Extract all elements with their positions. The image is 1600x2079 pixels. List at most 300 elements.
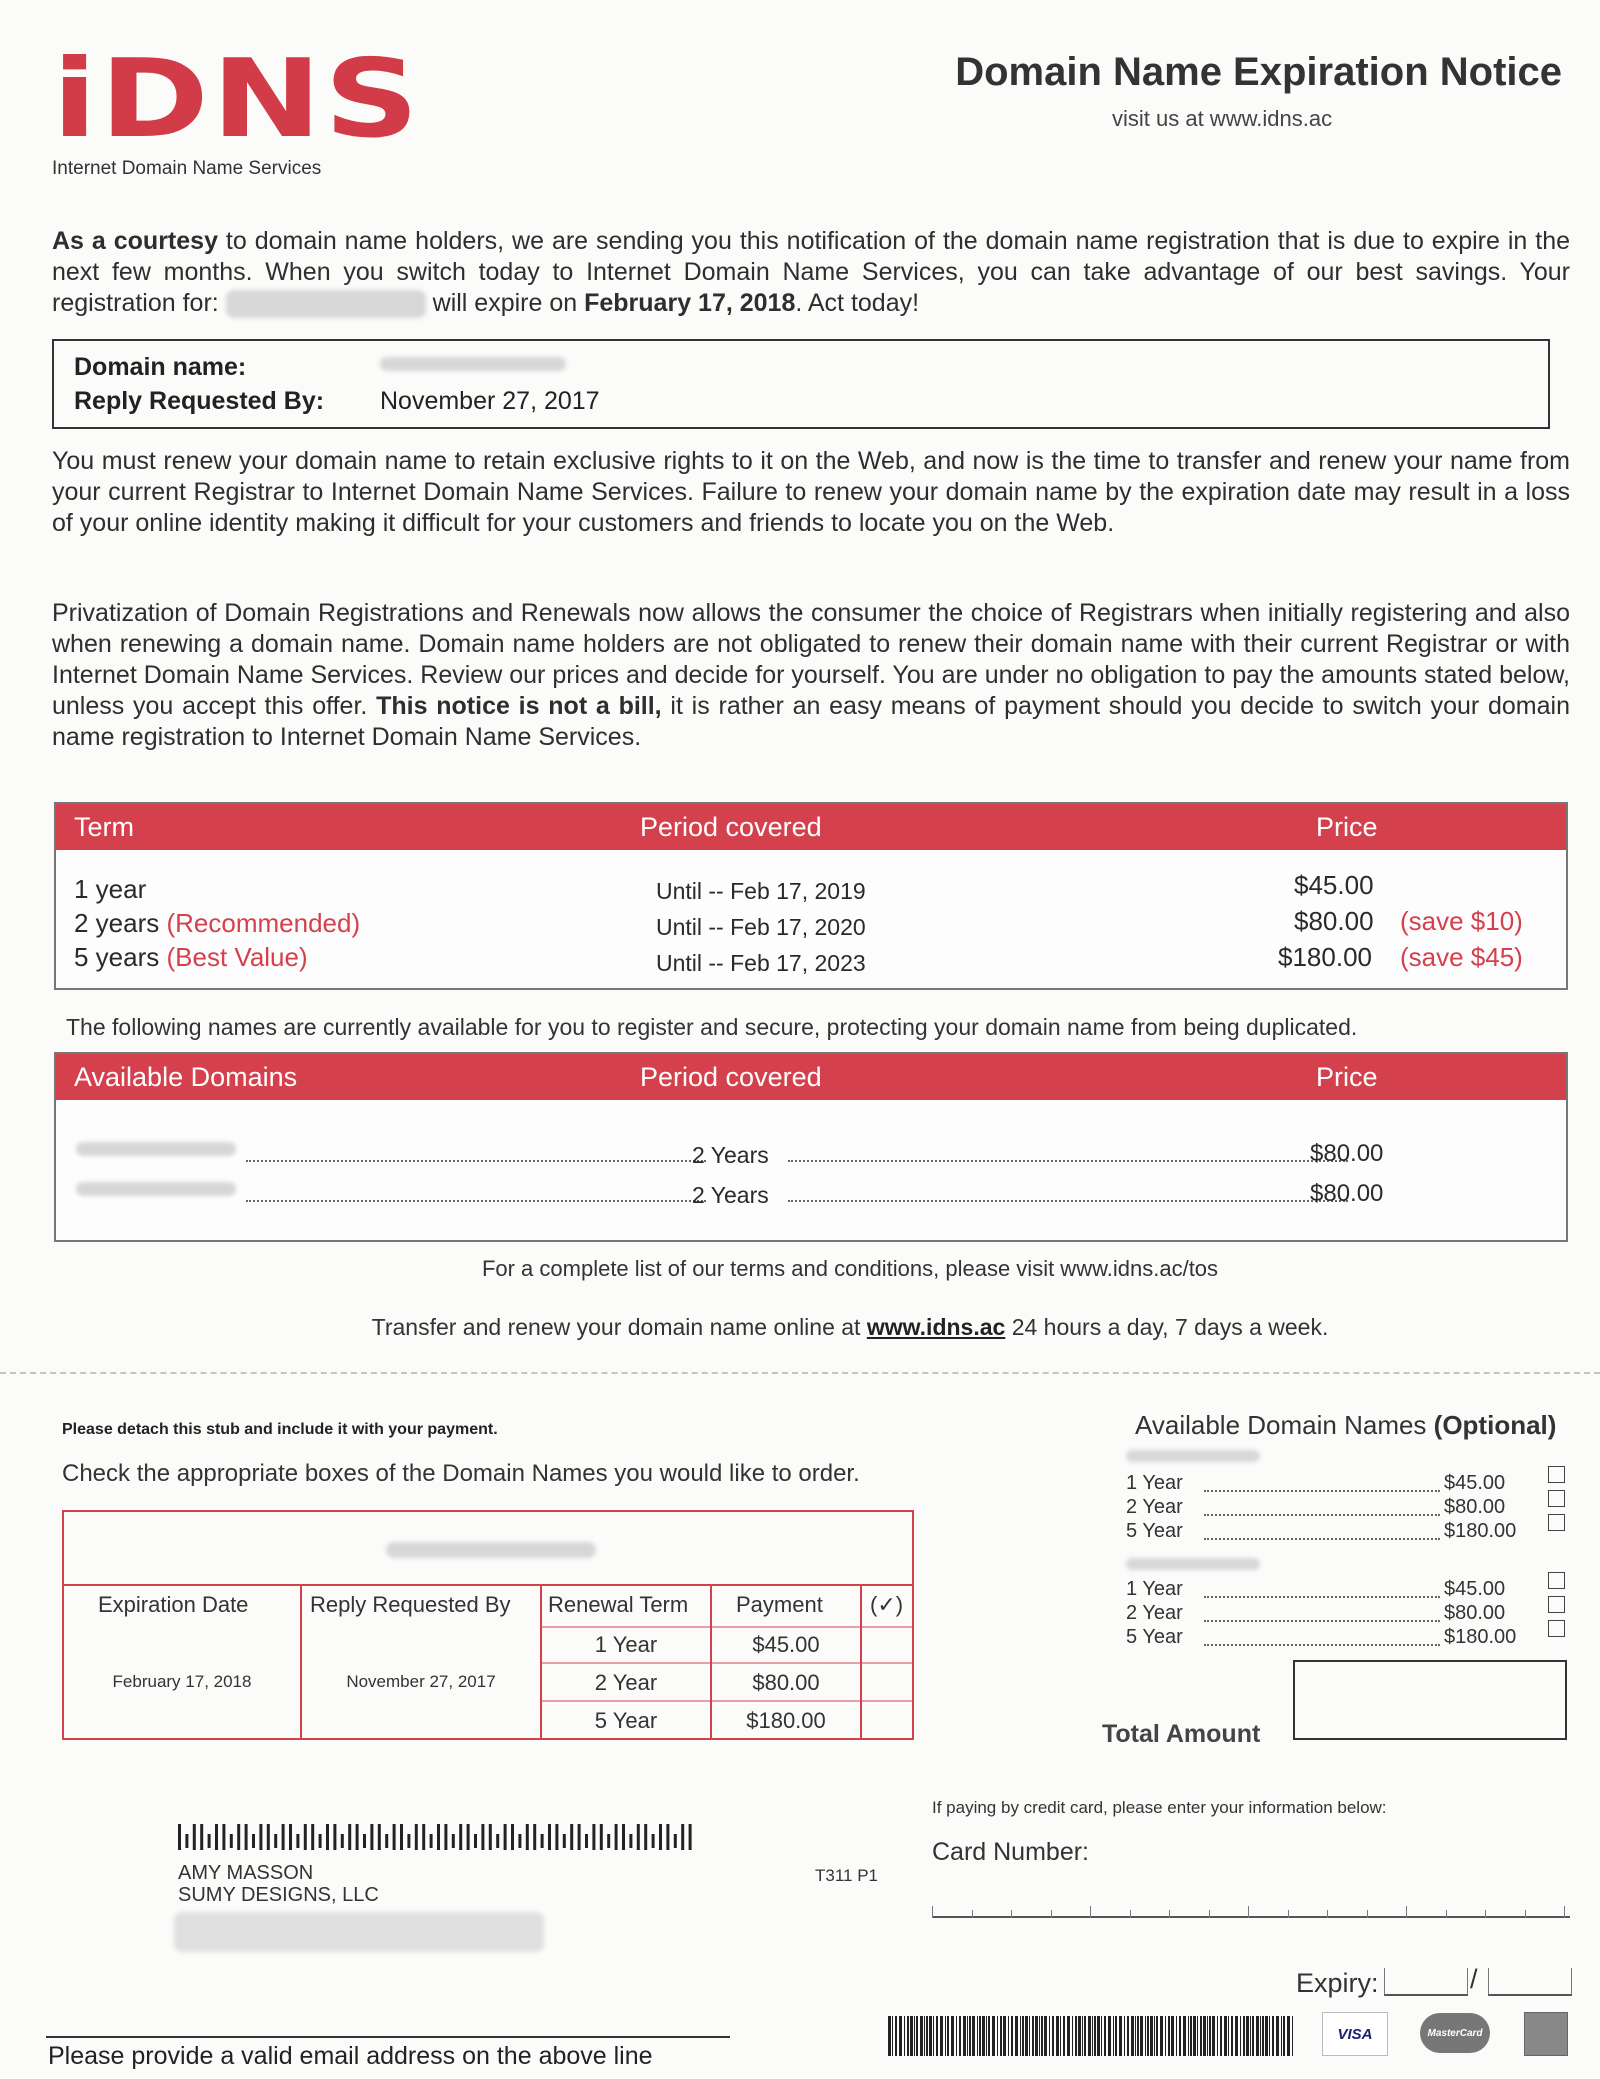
card-digit-tick [1446, 1910, 1447, 1918]
scan-bar [945, 2016, 946, 2056]
postal-bar [644, 1824, 647, 1850]
scan-bar [1022, 2016, 1024, 2056]
postal-bar [185, 1834, 188, 1848]
postal-bar [615, 1824, 618, 1850]
postal-bar [230, 1834, 233, 1848]
redacted-domain [76, 1142, 236, 1156]
total-amount-label: Total Amount [1102, 1720, 1261, 1748]
optional-checkbox[interactable] [1548, 1490, 1565, 1507]
postal-bar [370, 1824, 373, 1850]
postal-bar [393, 1824, 396, 1850]
scan-bar [1150, 2016, 1153, 2056]
postal-barcode [178, 1822, 718, 1854]
scan-bar [1188, 2016, 1189, 2056]
scan-bar [940, 2016, 943, 2056]
optional-checkbox[interactable] [1548, 1572, 1565, 1589]
stub-header-payment: Payment [736, 1592, 823, 1617]
scan-bar [1127, 2016, 1129, 2056]
term-label: 5 years (Best Value) [74, 942, 308, 972]
scan-bar [1217, 2016, 1218, 2056]
not-a-bill: This notice is not a bill, [376, 692, 662, 720]
intro-text-3: . Act today! [795, 289, 920, 317]
optional-price: $180.00 [1444, 1626, 1517, 1648]
scan-bar [1041, 2016, 1043, 2056]
scan-bar [1088, 2016, 1091, 2056]
postal-bar [548, 1824, 551, 1850]
expiry-month-field[interactable] [1384, 1968, 1468, 1996]
scan-bar [892, 2016, 893, 2056]
postal-bar [282, 1824, 285, 1850]
scan-bar [1119, 2016, 1122, 2056]
scan-bar [1113, 2016, 1114, 2056]
privatization-text-1: Privatization of Domain Registrations and Renewals now allows the consumer the choice of Registrars when initially registering and also when renewing a domain name. Domain name holders are not obligated to renew their domain name with their current Registrar or with Internet Domain Name Services. Review our prices and decide for yourself. You are under no obligation to pay the amounts stated below, unless you accept this offer. [52, 599, 1570, 720]
postal-bar [304, 1824, 307, 1850]
scan-bar [1190, 2016, 1192, 2056]
stub-term: 5 Year [594, 1708, 658, 1733]
postal-bar [415, 1824, 418, 1850]
postal-bar [533, 1824, 536, 1850]
save-label: (save $45) [1400, 942, 1523, 972]
scan-bar [1135, 2016, 1136, 2056]
postal-bar [319, 1834, 322, 1848]
scan-bar [1067, 2016, 1070, 2056]
scan-bar [1101, 2016, 1102, 2056]
card-digit-tick [1564, 1906, 1565, 1918]
scan-bar [1131, 2016, 1134, 2056]
scan-bar [1276, 2016, 1279, 2056]
postal-bar [311, 1824, 314, 1850]
stub-term: 1 Year [594, 1632, 658, 1657]
postal-bar [333, 1824, 336, 1850]
postal-bar [326, 1824, 329, 1850]
scan-bar [1256, 2016, 1259, 2056]
postal-bar [526, 1824, 529, 1850]
card-digit-tick [1130, 1910, 1131, 1918]
card-digit-tick [1248, 1906, 1249, 1918]
postal-bar [474, 1834, 477, 1848]
scan-bar [951, 2016, 954, 2056]
scan-bar [1147, 2016, 1149, 2056]
recipient-name: AMY MASSON [178, 1862, 314, 1884]
scan-bar [1179, 2016, 1181, 2056]
scan-bar [1056, 2016, 1059, 2056]
redacted-domain [226, 290, 426, 318]
postal-bar [622, 1824, 625, 1850]
scan-bar [1084, 2016, 1086, 2056]
optional-term: 2 Year [1126, 1602, 1183, 1624]
postal-bar [666, 1824, 669, 1850]
credit-card-note: If paying by credit card, please enter your information below: [932, 1798, 1387, 1817]
stub-term: 2 Year [594, 1670, 658, 1695]
scan-bar [1212, 2016, 1215, 2056]
scan-bar [1243, 2016, 1245, 2056]
available-price: $80.00 [1310, 1180, 1384, 1207]
postal-bar [563, 1834, 566, 1848]
redacted-domain [1126, 1558, 1260, 1570]
scan-bar [967, 2016, 968, 2056]
scan-bar [1124, 2016, 1125, 2056]
scan-bar [1094, 2016, 1096, 2056]
idns-link[interactable]: www.idns.ac [866, 1314, 1006, 1340]
scan-bar [1015, 2016, 1018, 2056]
scan-bar [929, 2016, 932, 2056]
card-digit-tick [1288, 1910, 1289, 1918]
postal-bar [570, 1824, 573, 1850]
privatization-text-2: it is rather an easy means of payment should you decide to switch your domain name registration to Internet Domain Name Services. [52, 692, 1570, 751]
header-period: Period covered [640, 812, 822, 842]
scan-bar [1260, 2016, 1261, 2056]
scan-bar [1039, 2016, 1040, 2056]
postal-bar [496, 1834, 499, 1848]
scan-bar [1160, 2016, 1163, 2056]
scan-bar [1003, 2016, 1006, 2056]
postal-bar [348, 1824, 351, 1850]
scan-bar [1283, 2016, 1285, 2056]
postal-bar [629, 1834, 632, 1848]
scan-bar [1049, 2016, 1050, 2056]
logo-subtitle: Internet Domain Name Services [52, 158, 322, 179]
postal-bar [407, 1834, 410, 1848]
scan-bar [1272, 2016, 1274, 2056]
scan-bar [1063, 2016, 1065, 2056]
idns-logo [52, 37, 422, 180]
postal-bar [592, 1824, 595, 1850]
period-label: Until -- Feb 17, 2019 [656, 878, 866, 904]
optional-checkbox[interactable] [1548, 1596, 1565, 1613]
scan-bar [899, 2016, 902, 2056]
perforation-line [0, 1372, 1600, 1374]
expiry-year-field[interactable] [1488, 1968, 1572, 1996]
recommended-tag: (Recommended) [166, 908, 361, 938]
postal-bar [378, 1824, 381, 1850]
stub-reply-date: November 27, 2017 [346, 1672, 496, 1691]
expiry-slash: / [1470, 1964, 1478, 1994]
scan-bar [1269, 2016, 1270, 2056]
card-digit-tick [1090, 1906, 1091, 1918]
terms-line: For a complete list of our terms and conditions, please visit www.idns.ac/tos [481, 1256, 1219, 1281]
card-digit-tick [1169, 1910, 1170, 1918]
card-digit-tick [1051, 1910, 1052, 1918]
postal-bar [578, 1824, 581, 1850]
postal-bar [363, 1834, 366, 1848]
postal-bar [222, 1824, 225, 1850]
optional-price: $45.00 [1444, 1472, 1506, 1494]
intro-text-1: to domain name holders, we are sending you this notification of the domain name registration that is due to expire in the next few months. When you switch today to Internet Domain Name Services, you can take advantage of our best savings. Your registration for: [52, 227, 1570, 317]
optional-term: 5 Year [1126, 1520, 1183, 1542]
scan-bar [1060, 2016, 1061, 2056]
scan-bar [986, 2016, 987, 2056]
scan-bar [1082, 2016, 1083, 2056]
domain-info-box [52, 339, 1550, 429]
term-label: 1 year [74, 874, 147, 904]
stub-check-cell[interactable] [862, 1704, 912, 1734]
scan-bar [1115, 2016, 1117, 2056]
available-domains-table [54, 1052, 1568, 1242]
postal-bar [637, 1824, 640, 1850]
scan-bar [1231, 2016, 1233, 2056]
optional-term: 2 Year [1126, 1496, 1183, 1518]
header-term: Term [74, 812, 134, 842]
optional-checkbox[interactable] [1548, 1620, 1565, 1637]
scan-bar [959, 2016, 961, 2056]
stub-note: Please detach this stub and include it with your payment. [62, 1421, 498, 1438]
redacted-domain [76, 1182, 236, 1196]
postal-bar [252, 1834, 255, 1848]
scan-bar [992, 2016, 995, 2056]
stub-header-term: Renewal Term [548, 1592, 689, 1617]
postal-bar [504, 1824, 507, 1850]
postal-bar [237, 1824, 240, 1850]
scan-bar [1292, 2016, 1293, 2056]
header-available-domains: Available Domains [74, 1062, 298, 1092]
postal-bar [422, 1824, 425, 1850]
intro-text-2: will expire on [425, 289, 585, 317]
scan-bar [1092, 2016, 1093, 2056]
scan-bar [1075, 2016, 1077, 2056]
optional-checkbox[interactable] [1548, 1466, 1565, 1483]
scan-bar [1281, 2016, 1282, 2056]
card-digit-tick [1011, 1910, 1012, 1918]
email-line[interactable] [46, 2036, 730, 2038]
scan-bar [1197, 2016, 1198, 2056]
stub-instructions: Check the appropriate boxes of the Domain Names you would like to order. [62, 1460, 860, 1487]
transfer-line: Transfer and renew your domain name online at www.idns.ac 24 hours a day, 7 days a week. [371, 1314, 1329, 1340]
page-title: Domain Name Expiration Notice [955, 50, 1562, 94]
recipient-company: SUMY DESIGNS, LLC [178, 1884, 379, 1906]
scan-bar [1145, 2016, 1146, 2056]
postal-bar [215, 1824, 218, 1850]
scan-bar [1207, 2016, 1208, 2056]
scan-bar [1108, 2016, 1111, 2056]
scan-bar [1137, 2016, 1139, 2056]
postal-bar [689, 1824, 692, 1850]
pricing-table [54, 802, 1568, 990]
stub-check-cell[interactable] [862, 1630, 912, 1660]
postal-bar [459, 1824, 462, 1850]
postal-bar [208, 1834, 211, 1848]
postal-bar [178, 1824, 181, 1850]
postal-bar [259, 1824, 262, 1850]
scan-bar [1029, 2016, 1030, 2056]
postal-bar [674, 1834, 677, 1848]
redacted-address [174, 1912, 544, 1952]
expiry-label: Expiry: [1296, 1968, 1379, 1998]
scan-bar [1140, 2016, 1143, 2056]
available-price: $80.00 [1310, 1140, 1384, 1167]
price-label: $45.00 [1294, 870, 1374, 900]
scan-bar [969, 2016, 971, 2056]
card-number-label: Card Number: [932, 1838, 1089, 1866]
stub-check-cell[interactable] [862, 1666, 912, 1696]
scan-bar [1265, 2016, 1268, 2056]
scan-bar [1072, 2016, 1073, 2056]
postal-bar [267, 1824, 270, 1850]
stub-price: $45.00 [752, 1632, 820, 1657]
postal-bar [400, 1824, 403, 1850]
stub-header-check: (✓) [870, 1592, 904, 1617]
scan-bar [1165, 2016, 1166, 2056]
scan-bar [1246, 2016, 1249, 2056]
scan-bar [888, 2016, 891, 2056]
optional-term: 5 Year [1126, 1626, 1183, 1648]
scan-bar [1262, 2016, 1264, 2056]
scan-bar [972, 2016, 975, 2056]
scan-bar [1209, 2016, 1211, 2056]
price-label: $180.00 [1278, 942, 1372, 972]
scan-bar [936, 2016, 938, 2056]
optional-checkbox[interactable] [1548, 1514, 1565, 1531]
scan-bar [1156, 2016, 1158, 2056]
stub-price: $80.00 [752, 1670, 820, 1695]
card-digit-tick [1367, 1910, 1368, 1918]
header-price: Price [1316, 1062, 1378, 1092]
scan-bar [1168, 2016, 1170, 2056]
mastercard-logo: MasterCard [1418, 2012, 1492, 2054]
intro-lead: As a courtesy [52, 227, 218, 255]
card-digit-tick [972, 1910, 973, 1918]
renew-paragraph: You must renew your domain name to retain exclusive rights to it on the Web, and now is the time to transfer and renew your name from your current Registrar to Internet Domain Name Services. Failure to renew your domain name by the expiration date may result in a loss of your online identity making it difficult for your customers and friends to locate you on the Web. [52, 447, 1570, 537]
optional-price: $180.00 [1444, 1520, 1517, 1542]
postal-bar [607, 1834, 610, 1848]
scan-bar [1000, 2016, 1002, 2056]
scan-bar [956, 2016, 957, 2056]
price-label: $80.00 [1294, 906, 1374, 936]
postal-bar [245, 1824, 248, 1850]
scan-bar [1104, 2016, 1106, 2056]
amex-logo [1524, 2012, 1568, 2056]
optional-term: 1 Year [1126, 1578, 1183, 1600]
optional-price: $45.00 [1444, 1578, 1506, 1600]
available-intro: The following names are currently available for you to register and secure, protecting your domain name from being duplicated. [66, 1014, 1358, 1040]
stub-expiration-date: February 17, 2018 [112, 1672, 252, 1691]
scan-bar [904, 2016, 905, 2056]
scan-bar [914, 2016, 915, 2056]
postal-bar [452, 1834, 455, 1848]
scan-bar [1183, 2016, 1186, 2056]
postal-bar [430, 1834, 433, 1848]
period-label: Until -- Feb 17, 2023 [656, 950, 866, 976]
postal-bar [341, 1834, 344, 1848]
postal-bar [200, 1824, 203, 1850]
redacted-domain [386, 1542, 596, 1558]
postal-bar [541, 1834, 544, 1848]
stub-table [62, 1510, 914, 1740]
scan-bar [1025, 2016, 1028, 2056]
save-label: (save $10) [1400, 906, 1523, 936]
domain-name-label: Domain name: [74, 353, 247, 381]
scan-bar [1097, 2016, 1100, 2056]
scan-bar [1171, 2016, 1174, 2056]
card-digit-tick [1525, 1910, 1526, 1918]
stub-price: $180.00 [746, 1708, 826, 1733]
intro-expire-date: February 17, 2018 [584, 289, 796, 317]
visit-url: visit us at www.idns.ac [1112, 106, 1333, 131]
pricing-header [56, 804, 1566, 850]
postal-bar [274, 1834, 277, 1848]
scan-bar [910, 2016, 913, 2056]
scan-bar [1200, 2016, 1202, 2056]
scan-bar [982, 2016, 985, 2056]
available-header [56, 1054, 1566, 1100]
scan-bar [963, 2016, 966, 2056]
redacted-domain [1126, 1450, 1260, 1462]
scan-bar [907, 2016, 909, 2056]
scan-bar [1220, 2016, 1222, 2056]
term-label: 2 years (Recommended) [74, 908, 361, 938]
scan-bar [1008, 2016, 1009, 2056]
period-label: Until -- Feb 17, 2020 [656, 914, 866, 940]
stub-header-reply: Reply Requested By [310, 1592, 511, 1617]
postal-bar [289, 1824, 292, 1850]
card-digit-tick [1327, 1910, 1328, 1918]
postal-bar [437, 1824, 440, 1850]
scan-bar [1032, 2016, 1034, 2056]
best-value-tag: (Best Value) [166, 942, 308, 972]
redacted-domain-name [380, 357, 566, 371]
scan-bar [1224, 2016, 1227, 2056]
scan-bar [1193, 2016, 1196, 2056]
stub-header-expiration: Expiration Date [98, 1592, 249, 1617]
scan-bar [1176, 2016, 1177, 2056]
privatization-paragraph [52, 598, 1570, 753]
scan-bar [997, 2016, 998, 2056]
postal-bar [296, 1834, 299, 1848]
scan-bar [1052, 2016, 1054, 2056]
scan-bar [924, 2016, 925, 2056]
postal-bar [444, 1824, 447, 1850]
scan-bar [1044, 2016, 1047, 2056]
postal-bar [385, 1834, 388, 1848]
postal-bar [600, 1824, 603, 1850]
postal-bar [681, 1824, 684, 1850]
scan-bar [1240, 2016, 1241, 2056]
scan-bar [1252, 2016, 1254, 2056]
scan-bar [1235, 2016, 1238, 2056]
logo-mark: iDNS [52, 37, 422, 162]
optional-price: $80.00 [1444, 1602, 1506, 1624]
scan-bar [947, 2016, 949, 2056]
reply-requested-label: Reply Requested By: [74, 387, 325, 415]
scan-bar [1228, 2016, 1229, 2056]
scan-bar [1078, 2016, 1081, 2056]
scan-bar [1020, 2016, 1021, 2056]
postal-bar [652, 1834, 655, 1848]
reply-requested-value: November 27, 2017 [380, 387, 600, 415]
postal-bar [489, 1824, 492, 1850]
scan-bar [988, 2016, 990, 2056]
postal-bar [585, 1834, 588, 1848]
card-digit-ticks [932, 1906, 1570, 1918]
total-amount-field[interactable] [1293, 1660, 1567, 1740]
scan-bar [1154, 2016, 1155, 2056]
available-period: 2 Years [692, 1142, 769, 1168]
postal-bar [659, 1824, 662, 1850]
postal-bar [518, 1834, 521, 1848]
email-note: Please provide a valid email address on the above line [48, 2042, 653, 2070]
visa-logo: VISA [1322, 2012, 1388, 2056]
form-code: T311 P1 [815, 1866, 879, 1885]
scan-barcode [888, 2012, 1298, 2062]
card-digit-tick [1209, 1910, 1210, 1918]
postal-bar [481, 1824, 484, 1850]
postal-bar [467, 1824, 470, 1850]
scan-bar [979, 2016, 981, 2056]
available-period: 2 Years [692, 1182, 769, 1208]
scan-bar [1035, 2016, 1038, 2056]
scan-bar [895, 2016, 897, 2056]
postal-bar [511, 1824, 514, 1850]
postal-bar [356, 1824, 359, 1850]
